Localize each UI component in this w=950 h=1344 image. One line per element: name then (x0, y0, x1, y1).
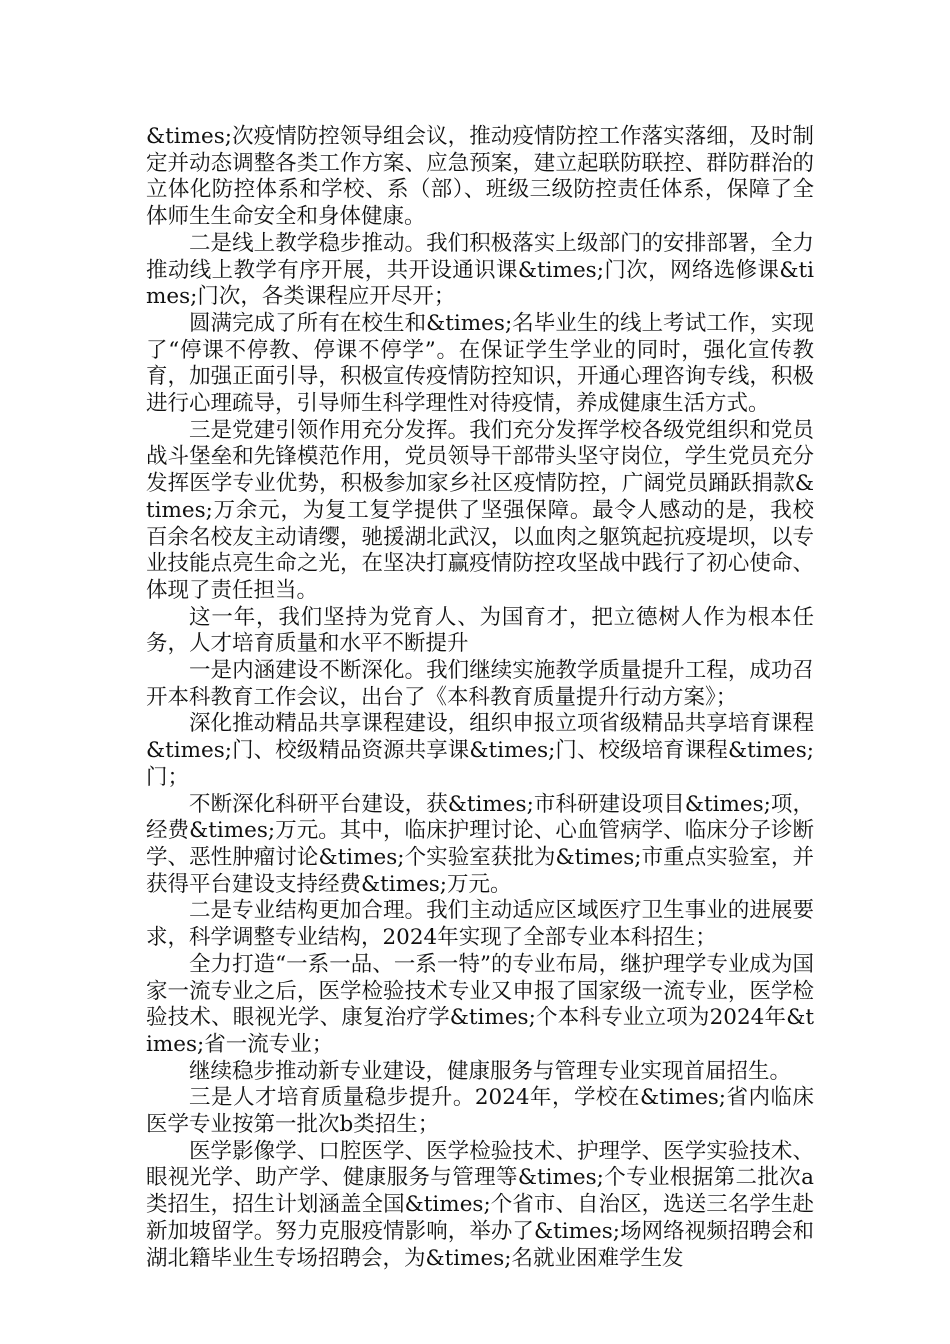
paragraph-5: 这一年，我们坚持为党育人、为国育才，把立德树人作为根本任务，人才培育质量和水平不断提升 (146, 604, 814, 657)
document-body (146, 124, 814, 1272)
paragraph-10: 全力打造“一系一品、一系一特”的专业布局，继护理学专业成为国家一流专业之后，医学检验技术专业又申报了国家级一流专业，医学检验技术、眼视光学、康复治疗学&times;个本科专业立项为2024年&times;省一流专业； (146, 951, 814, 1057)
paragraph-11: 继续稳步推动新专业建设，健康服务与管理专业实现首届招生。 (189, 1058, 792, 1084)
paragraph-6: 一是内涵建设不断深化。我们继续实施教学质量提升工程，成功召开本科教育工作会议，出台了《本科教育质量提升行动方案》； (146, 658, 814, 710)
paragraph-13: 医学影像学、口腔医学、医学检验技术、护理学、医学实验技术、眼视光学、助产学、健康服务与管理等&times;个专业根据第二批次a类招生，招生计划涵盖全国&times;个省市、自治区，选送三名学生赴新加坡留学。努力克服疫情影响，举办了&times;场网络视频招聘会和湖北籍毕业生专场招聘会，为&times;名就业困难学生发 (146, 1138, 814, 1271)
paragraph-1: &times;次疫情防控领导组会议，推动疫情防控工作落实落细，及时制定并动态调整各类工作方案、应急预案，建立起联防联控、群防群治的立体化防控体系和学校、系（部）、班级三级防控责任体系，保障了全体师生生命安全和身体健康。 (146, 124, 814, 230)
paragraph-4: 三是党建引领作用充分发挥。我们充分发挥学校各级党组织和党员战斗堡垒和先锋模范作用，党员领导干部带头坚守岗位，学生党员充分发挥医学专业优势，积极参加家乡社区疫情防控，广阔党员踊跃捐款&times;万余元，为复工复学提供了坚强保障。最令人感动的是，我校百余名校友主动请缨，驰援湖北武汉，以血肉之躯筑起抗疫堤坝，以专业技能点亮生命之光，在坚决打赢疫情防控攻坚战中践行了初心使命、体现了责任担当。 (146, 417, 814, 603)
paragraph-3: 圆满完成了所有在校生和&times;名毕业生的线上考试工作，实现了“停课不停教、停课不停学”。在保证学生学业的同时，强化宣传教育，加强正面引导，积极宣传疫情防控知识，开通心理咨询专线，积极进行心理疏导，引导师生科学理性对待疫情，养成健康生活方式。 (146, 310, 814, 417)
paragraph-9: 二是专业结构更加合理。我们主动适应区域医疗卫生事业的进展要求，科学调整专业结构，2024年实现了全部专业本科招生； (146, 898, 814, 951)
paragraph-8: 不断深化科研平台建设，获&times;市科研建设项目&times;项，经费&times;万元。其中，临床护理讨论、心血管病学、临床分子诊断学、恶性肿瘤讨论&times;个实验室获批为&times;市重点实验室，并获得平台建设支持经费&times;万元。 (146, 791, 814, 897)
paragraph-7: 深化推动精品共享课程建设，组织申报立项省级精品共享培育课程&times;门、校级精品资源共享课&times;门、校级培育课程&times;门； (146, 711, 814, 790)
paragraph-2: 二是线上教学稳步推动。我们积极落实上级部门的安排部署，全力推动线上教学有序开展，共开设通识课&times;门次，网络选修课&times;门次，各类课程应开尽开； (146, 230, 814, 310)
paragraph-12: 三是人才培育质量稳步提升。2024年，学校在&times;省内临床医学专业按第一批次b类招生； (146, 1085, 814, 1138)
